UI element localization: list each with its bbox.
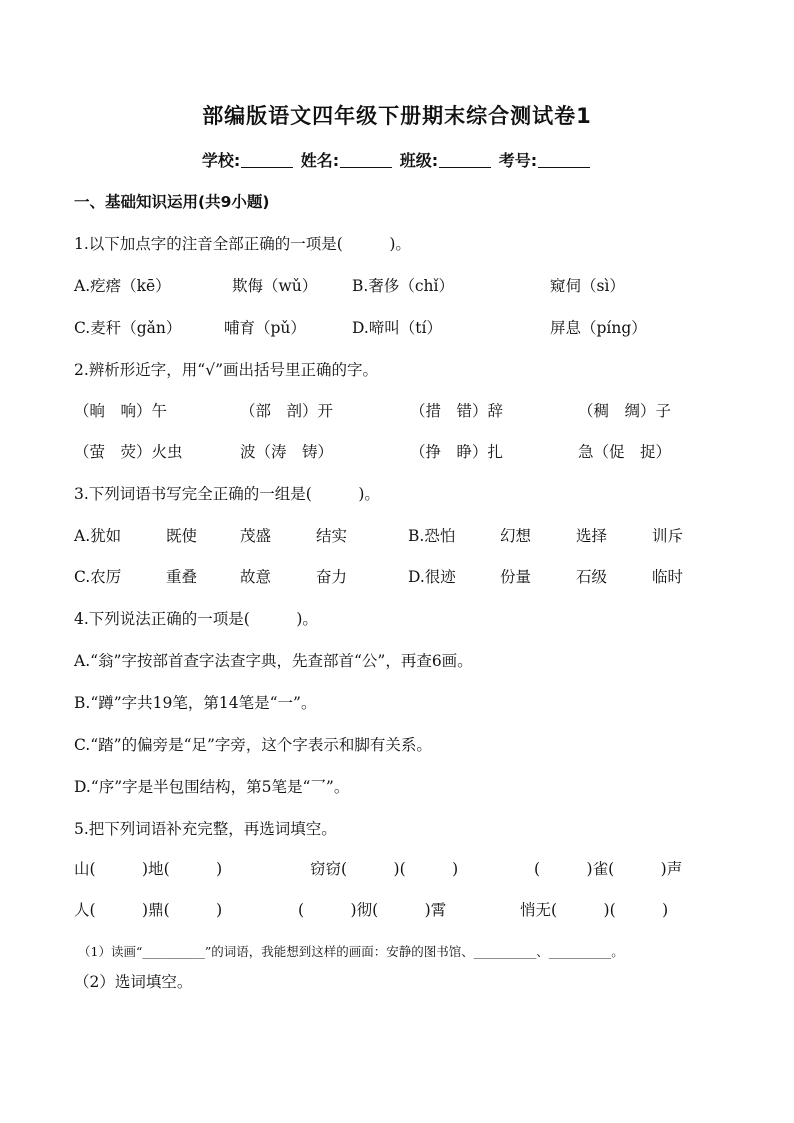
question-5-stem: 5.把下列词语补充完整，再选词填空。	[74, 820, 337, 838]
q3-word: 故意	[240, 568, 272, 586]
q3-word: 结实	[316, 527, 348, 545]
q3-word: 重叠	[166, 568, 198, 586]
number-label: 考号:	[498, 151, 538, 170]
q4-option-a: A.“翁”字按部首查字法查字典，先查部首“公”，再查6画。	[74, 652, 473, 670]
q2-item: 急（促 捉）	[578, 443, 672, 461]
page-title: 部编版语文四年级下册期末综合测试卷1	[202, 104, 592, 128]
school-blank[interactable]	[241, 153, 293, 168]
q4-option-b: B.“蹲”字共19笔，第14笔是“一”。	[74, 694, 317, 712]
q3-word: B.恐怕	[408, 527, 456, 545]
q5-subquestion-1: （1）读画“__________”的词语，我能想到这样的画面：安静的图书馆、__________、__________。	[78, 944, 624, 959]
q3-word: 石级	[576, 568, 608, 586]
q3-word: 选择	[576, 527, 608, 545]
name-label: 姓名:	[300, 151, 340, 170]
q3-word: 份量	[500, 568, 532, 586]
q3-word: 幻想	[500, 527, 532, 545]
q5-idiom-blank: 悄无( )( )	[520, 901, 669, 919]
q4-option-d: D.“序”字是半包围结构，第5笔是“乛”。	[74, 778, 350, 796]
q2-item: （部 剖）开	[240, 402, 334, 420]
q3-word: A.犹如	[74, 527, 122, 545]
q1-option-a-word2: 欺侮（wǔ）	[232, 277, 318, 295]
student-info-line	[0, 148, 794, 171]
q5-idiom-blank: ( )彻( )霄	[298, 901, 447, 919]
number-blank[interactable]	[538, 153, 590, 168]
q1-option-b-word2: 窥伺（sì）	[550, 277, 625, 295]
q5-subquestion-2: （2）选词填空。	[74, 973, 193, 991]
question-2-stem: 2.辨析形近字，用“√”画出括号里正确的字。	[74, 361, 379, 379]
name-blank[interactable]	[340, 153, 392, 168]
q3-word: 奋力	[316, 568, 348, 586]
q3-word: D.很迹	[408, 568, 456, 586]
question-1-stem: 1.以下加点字的注音全部正确的一项是( )。	[74, 235, 411, 253]
q3-word: 既使	[166, 527, 198, 545]
question-4-stem: 4.下列说法正确的一项是( )。	[74, 610, 318, 628]
q2-item: 波（涛 铸）	[240, 443, 334, 461]
section-heading: 一、基础知识运用(共9小题)	[74, 193, 270, 211]
q2-item: （措 错）辞	[410, 402, 504, 420]
q3-word: 茂盛	[240, 527, 272, 545]
q5-idiom-blank: ( )雀( )声	[534, 860, 683, 878]
q3-word: 训斥	[652, 527, 684, 545]
q3-word: 临时	[652, 568, 684, 586]
q3-word: C.农厉	[74, 568, 122, 586]
q5-idiom-blank: 窃窃( )( )	[310, 860, 459, 878]
q5-idiom-blank: 山( )地( )	[74, 860, 223, 878]
school-label: 学校:	[201, 151, 241, 170]
class-label: 班级:	[399, 151, 439, 170]
q4-option-c: C.“踏”的偏旁是“足”字旁，这个字表示和脚有关系。	[74, 736, 432, 754]
question-3-stem: 3.下列词语书写完全正确的一组是( )。	[74, 485, 380, 503]
q1-option-d-word2: 屏息（píng）	[550, 319, 647, 337]
q1-option-a: A.疙瘩（kē）	[74, 277, 171, 295]
q2-item: （晌 响）午	[74, 402, 168, 420]
q1-option-c: C.麦秆（gǎn）	[74, 319, 182, 337]
class-blank[interactable]	[439, 153, 491, 168]
q1-option-b: B.奢侈（chǐ）	[352, 277, 454, 295]
q2-item: （萤 荧）火虫	[74, 443, 183, 461]
q1-option-c-word2: 哺育（pǔ）	[224, 319, 306, 337]
q2-item: （稠 绸）子	[578, 402, 672, 420]
q1-option-d: D.啼叫（tí）	[352, 319, 442, 337]
q2-item: （挣 睁）扎	[410, 443, 504, 461]
q5-idiom-blank: 人( )鼎( )	[74, 901, 223, 919]
